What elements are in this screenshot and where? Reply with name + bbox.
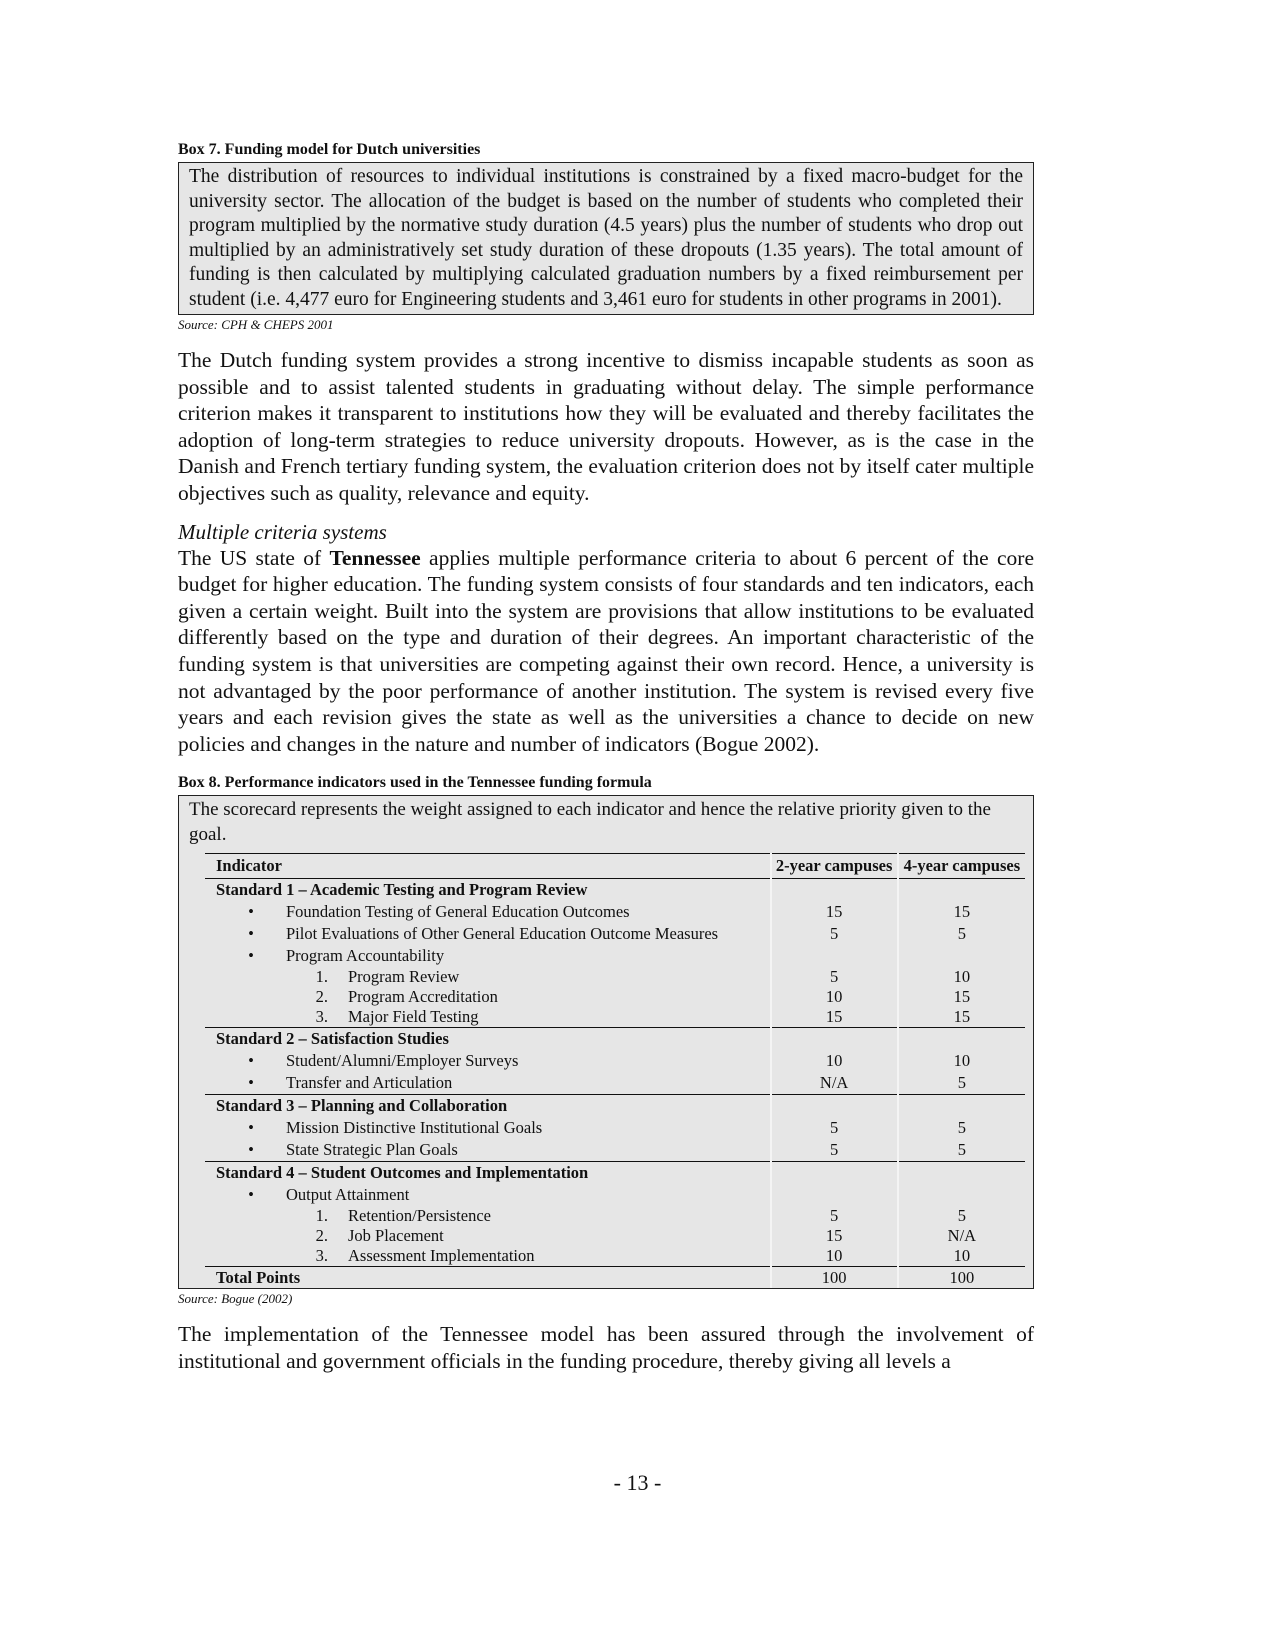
table-row <box>205 1050 1025 1072</box>
table-row <box>205 1117 1025 1139</box>
paragraph-tennessee-after: applies multiple performance criteria to about 6 percent of the core budget for higher education. The funding system consists of four standards and ten indicators, each given a certain weight. Built into the system are provisions that allow institutions to be evaluated differently based on the type and duration of their degrees. An important characteristic of the funding system is that universities are competing against their own record. Hence, a university is not advantaged by the poor performance of another institution. The system is revised every five years and each revision gives the state as well as the universities a chance to decide on new policies and changes in the nature and number of indicators (Bogue 2002). <box>178 545 1034 756</box>
standard-4-year <box>898 1162 1025 1185</box>
box7-source: Source: CPH & CHEPS 2001 <box>178 317 334 332</box>
standard-2-year <box>771 879 898 902</box>
paragraph-implementation: The implementation of the Tennessee model has been assured through the involvement of institutional and government officials in the funding procedure, thereby giving all levels a <box>178 1322 1034 1373</box>
standard-row <box>205 879 1025 902</box>
paragraph-dutch-system: The Dutch funding system provides a strong incentive to dismiss incapable students as soon as possible and to assist talented students in graduating without delay. The simple performance criterion makes it transparent to institutions how they will be evaluated and thereby facilitates the adoption of long-term strategies to reduce university dropouts. However, as is the case in the Danish and French tertiary funding system, the evaluation criterion does not by itself cater multiple objectives such as quality, relevance and equity. <box>178 348 1034 505</box>
indicator-cell <box>205 1246 771 1267</box>
table-row <box>205 987 1025 1007</box>
indicator-label: State Strategic Plan Goals <box>286 1140 458 1160</box>
standard-4-year <box>898 1028 1025 1051</box>
table-body <box>205 879 1025 1267</box>
indicator-cell <box>205 987 771 1007</box>
value-4-year: 5 <box>898 1117 1025 1139</box>
value-4-year: 5 <box>898 923 1025 945</box>
list-number: 3. <box>315 1007 328 1027</box>
table-row <box>205 1246 1025 1267</box>
indicator-table <box>205 853 1025 1288</box>
standard-2-year <box>771 1162 898 1185</box>
indicator-label: Job Placement <box>348 1226 444 1246</box>
bullet-icon: • <box>248 924 254 944</box>
table-row <box>205 1007 1025 1028</box>
value-4-year: 15 <box>898 987 1025 1007</box>
total-4-year: 100 <box>898 1267 1025 1289</box>
paragraph-tennessee-bold: Tennessee <box>329 545 421 570</box>
list-number: 1. <box>315 1206 328 1226</box>
value-2-year <box>771 1184 898 1206</box>
table-row <box>205 1139 1025 1162</box>
list-number: 1. <box>315 967 328 987</box>
box7-text: The distribution of resources to individual institutions is constrained by a fixed macro-budget for the university sector. The allocation of the budget is based on the number of students who completed their program multiplied by the normative study duration (4.5 years) plus the number of students who drop out multiplied by an administratively set study duration of these dropouts (1.35 years). The total amount of funding is then calculated by multiplying calculated graduation numbers by a fixed reimbursement per student (i.e. 4,477 euro for Engineering students and 3,461 euro for students in other programs in 2001). <box>189 166 1023 310</box>
table-row <box>205 1072 1025 1095</box>
value-4-year: N/A <box>898 1226 1025 1246</box>
indicator-cell <box>205 945 771 967</box>
value-2-year: N/A <box>771 1072 898 1095</box>
box8-intro: The scorecard represents the weight assigned to each indicator and hence the relative priority given to the goal. <box>189 799 991 845</box>
standard-2-year <box>771 1028 898 1051</box>
standard-4-year <box>898 1095 1025 1118</box>
indicator-label: Mission Distinctive Institutional Goals <box>286 1118 543 1138</box>
indicator-cell <box>205 1007 771 1028</box>
table-row <box>205 923 1025 945</box>
indicator-label: Output Attainment <box>286 1185 410 1205</box>
header-2-year: 2-year campuses <box>771 854 898 879</box>
indicator-label: Major Field Testing <box>348 1007 479 1027</box>
value-2-year: 15 <box>771 1007 898 1028</box>
bullet-icon: • <box>248 902 254 922</box>
box7-panel <box>178 162 1034 315</box>
header-4-year: 4-year campuses <box>898 854 1025 879</box>
subheading-multiple-criteria: Multiple criteria systems <box>178 519 387 544</box>
indicator-cell <box>205 1206 771 1226</box>
value-4-year: 5 <box>898 1206 1025 1226</box>
value-2-year: 10 <box>771 1050 898 1072</box>
paragraph-tennessee <box>178 545 1034 758</box>
list-number: 2. <box>315 987 328 1007</box>
value-4-year: 5 <box>898 1139 1025 1162</box>
indicator-label: Program Accountability <box>286 946 445 966</box>
indicator-cell <box>205 1184 771 1206</box>
indicator-cell <box>205 967 771 987</box>
indicator-label: Retention/Persistence <box>348 1206 491 1226</box>
box8-source: Source: Bogue (2002) <box>178 1291 293 1307</box>
document-page <box>178 140 1034 1375</box>
table-row <box>205 1206 1025 1226</box>
page-number: - 13 - <box>613 1470 662 1495</box>
bullet-icon: • <box>248 1185 254 1205</box>
standard-4-year <box>898 879 1025 902</box>
value-2-year: 15 <box>771 1226 898 1246</box>
standard-label: Standard 2 – Satisfaction Studies <box>205 1028 771 1051</box>
indicator-label: Student/Alumni/Employer Surveys <box>286 1051 519 1071</box>
value-4-year: 5 <box>898 1072 1025 1095</box>
standard-row <box>205 1162 1025 1185</box>
list-number: 2. <box>315 1226 328 1246</box>
standard-label: Standard 4 – Student Outcomes and Implementation <box>205 1162 771 1185</box>
indicator-label: Foundation Testing of General Education Outcomes <box>286 902 630 922</box>
indicator-label: Assessment Implementation <box>348 1246 535 1266</box>
bullet-icon: • <box>248 1118 254 1138</box>
indicator-label: Transfer and Articulation <box>286 1073 453 1093</box>
value-4-year: 15 <box>898 901 1025 923</box>
indicator-cell <box>205 901 771 923</box>
bullet-icon: • <box>248 1140 254 1160</box>
table-row <box>205 945 1025 967</box>
value-2-year: 5 <box>771 967 898 987</box>
table-header-row <box>205 854 1025 879</box>
value-4-year <box>898 1184 1025 1206</box>
table-row <box>205 901 1025 923</box>
standard-label: Standard 1 – Academic Testing and Program Review <box>216 880 588 900</box>
table-row <box>205 1226 1025 1246</box>
box8-title: Box 8. Performance indicators used in the Tennessee funding formula <box>178 774 652 792</box>
table-row <box>205 1184 1025 1206</box>
value-2-year <box>771 945 898 967</box>
indicator-cell <box>205 1072 771 1095</box>
value-4-year <box>898 945 1025 967</box>
header-indicator: Indicator <box>205 854 771 879</box>
indicator-cell <box>205 1139 771 1162</box>
value-2-year: 5 <box>771 1206 898 1226</box>
standard-row <box>205 1028 1025 1051</box>
indicator-cell <box>205 1226 771 1246</box>
list-number: 3. <box>315 1246 328 1266</box>
indicator-label: Program Accreditation <box>348 987 498 1007</box>
value-4-year: 15 <box>898 1007 1025 1028</box>
standard-row <box>205 1095 1025 1118</box>
total-row <box>205 1267 1025 1289</box>
bullet-icon: • <box>248 946 254 966</box>
indicator-label: Program Review <box>348 967 460 987</box>
box8-panel <box>178 795 1034 1289</box>
value-2-year: 5 <box>771 1117 898 1139</box>
value-2-year: 10 <box>771 1246 898 1267</box>
total-label: Total Points <box>205 1267 771 1289</box>
value-2-year: 15 <box>771 901 898 923</box>
indicator-cell <box>205 1050 771 1072</box>
bullet-icon: • <box>248 1051 254 1071</box>
value-4-year: 10 <box>898 967 1025 987</box>
table-row <box>205 967 1025 987</box>
value-2-year: 5 <box>771 1139 898 1162</box>
standard-2-year <box>771 1095 898 1118</box>
value-4-year: 10 <box>898 1050 1025 1072</box>
total-2-year: 100 <box>771 1267 898 1289</box>
bullet-icon: • <box>248 1073 254 1093</box>
paragraph-tennessee-before: The US state of <box>178 545 330 570</box>
box7-title: Box 7. Funding model for Dutch universities <box>178 141 481 158</box>
indicator-cell <box>205 1117 771 1139</box>
indicator-label: Pilot Evaluations of Other General Education Outcome Measures <box>286 924 719 944</box>
value-4-year: 10 <box>898 1246 1025 1267</box>
indicator-cell <box>205 923 771 945</box>
value-2-year: 10 <box>771 987 898 1007</box>
value-2-year: 5 <box>771 923 898 945</box>
standard-label: Standard 3 – Planning and Collaboration <box>205 1095 771 1118</box>
